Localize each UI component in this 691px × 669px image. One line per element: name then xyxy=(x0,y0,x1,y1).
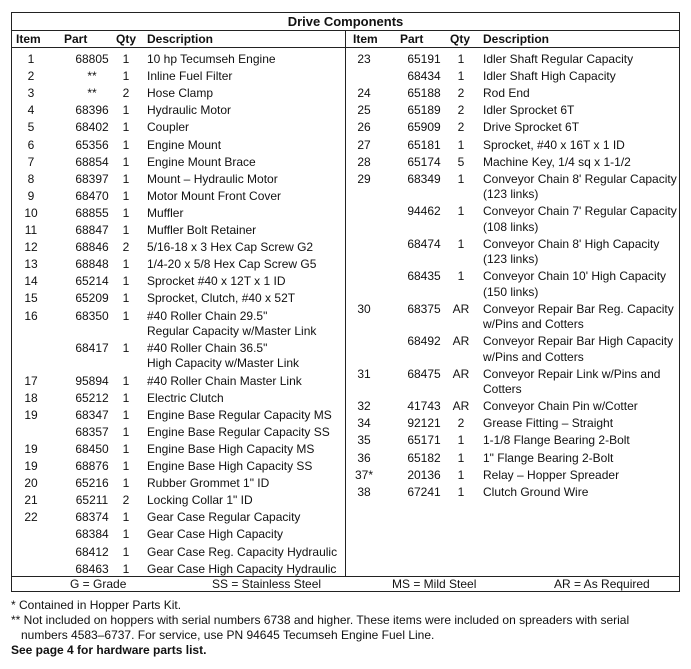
table-row xyxy=(12,274,342,291)
table-row xyxy=(12,120,342,137)
cell-part: 68474 xyxy=(407,236,441,251)
cell-description: Inline Fuel Filter xyxy=(147,69,233,84)
cell-part: 41743 xyxy=(407,399,441,414)
cell-part: 68375 xyxy=(407,301,441,316)
header-part: Part xyxy=(64,32,88,46)
cell-qty: 1 xyxy=(457,433,465,448)
cell-item: 29 xyxy=(357,171,371,186)
table-row xyxy=(12,493,342,510)
table-row xyxy=(12,408,342,425)
cell-description: Drive Sprocket 6T xyxy=(483,120,580,135)
cell-description: Hydraulic Motor xyxy=(147,103,232,118)
table-row xyxy=(12,257,342,274)
cell-part: 65211 xyxy=(75,493,109,508)
cell-part: 68434 xyxy=(407,69,441,84)
cell-qty: 1 xyxy=(122,69,130,84)
table-row xyxy=(12,155,342,172)
cell-qty: 1 xyxy=(122,52,130,66)
cell-item: 11 xyxy=(24,223,38,237)
table-row xyxy=(347,468,677,485)
cell-qty: 2 xyxy=(122,240,130,255)
cell-item: 8 xyxy=(27,171,35,186)
cell-item: 17 xyxy=(24,373,38,388)
cell-item: 32 xyxy=(357,399,371,414)
cell-qty: 1 xyxy=(457,171,465,186)
legend xyxy=(12,576,679,592)
table-row xyxy=(347,69,677,86)
cell-item: 23 xyxy=(357,52,371,66)
cell-item: 24 xyxy=(357,86,371,101)
cell-part: 68450 xyxy=(75,441,109,456)
table-row xyxy=(347,172,677,205)
cell-part: 95894 xyxy=(75,373,109,388)
cell-qty: 1 xyxy=(122,120,130,135)
table-row xyxy=(347,155,677,172)
cell-item: 20 xyxy=(24,476,38,491)
cell-item: 25 xyxy=(357,103,371,118)
cell-qty: 1 xyxy=(122,407,130,422)
cell-description: (150 links) xyxy=(483,284,539,299)
table-row xyxy=(347,367,677,400)
cell-description: Muffler xyxy=(147,205,184,220)
cell-item: 19 xyxy=(24,459,38,473)
cell-description: Engine Mount xyxy=(147,137,222,152)
table-row xyxy=(12,442,342,459)
cell-qty: 1 xyxy=(122,103,130,118)
cell-description: 10 hp Tecumseh Engine xyxy=(147,52,276,66)
cell-part: 65181 xyxy=(407,137,441,152)
cell-description: (123 links) xyxy=(483,187,539,202)
cell-item: 30 xyxy=(357,301,371,316)
cell-item: 21 xyxy=(24,493,38,508)
cell-item: 7 xyxy=(27,154,35,169)
header-right xyxy=(346,31,679,48)
header-item: Item xyxy=(16,32,41,46)
cell-qty: 2 xyxy=(122,86,130,101)
table-row xyxy=(347,269,677,302)
table-row xyxy=(12,138,342,155)
table-row xyxy=(347,451,677,468)
cell-part: 20136 xyxy=(407,467,441,482)
cell-description: Clutch Ground Wire xyxy=(483,484,589,499)
cell-description: Gear Case High Capacity xyxy=(147,527,284,542)
cell-part: 68374 xyxy=(75,510,109,525)
table-row xyxy=(12,476,342,493)
cell-part: 68349 xyxy=(407,171,441,186)
cell-part: 68846 xyxy=(75,240,109,255)
table-row xyxy=(347,237,677,270)
cell-part: 68350 xyxy=(75,308,109,323)
table-row xyxy=(12,206,342,223)
cell-description: Engine Base High Capacity MS xyxy=(147,441,315,456)
cell-qty: 1 xyxy=(457,484,465,499)
cell-description: Rubber Grommet 1" ID xyxy=(147,476,270,491)
cell-description: Cotters xyxy=(483,382,522,397)
footnote-serial-line2: numbers 4583–6737. For service, use PN 94645 Tecumseh Engine Fuel Line. xyxy=(21,628,435,642)
header-qty: Qty xyxy=(450,32,471,46)
cell-description: Rod End xyxy=(483,86,530,101)
cell-part: 67241 xyxy=(407,484,441,499)
cell-description: Muffler Bolt Retainer xyxy=(147,223,257,237)
table-row xyxy=(347,120,677,137)
cell-part: 68805 xyxy=(75,52,109,66)
cell-part: 65191 xyxy=(407,52,441,66)
cell-item: 22 xyxy=(24,510,38,525)
cell-qty: 5 xyxy=(457,154,465,169)
table-row xyxy=(347,302,677,335)
cell-qty: 2 xyxy=(457,86,465,101)
header-description: Description xyxy=(483,32,550,46)
cell-qty: 1 xyxy=(122,441,130,456)
legend-mild: MS = Mild Steel xyxy=(392,577,477,591)
cell-item: 12 xyxy=(24,240,38,255)
cell-qty: 1 xyxy=(457,236,465,251)
footnotes xyxy=(11,598,681,658)
cell-part: 68475 xyxy=(407,366,441,381)
table-row xyxy=(347,52,677,69)
table-row xyxy=(12,374,342,391)
cell-part: 65214 xyxy=(75,274,109,289)
table-row xyxy=(12,172,342,189)
cell-qty: 1 xyxy=(122,291,130,306)
cell-part: 65909 xyxy=(407,120,441,135)
header-left xyxy=(12,31,346,48)
cell-item: 35 xyxy=(357,433,371,448)
cell-part: 65189 xyxy=(407,103,441,118)
cell-qty: AR xyxy=(452,334,470,349)
cell-qty: 1 xyxy=(122,154,130,169)
cell-qty: 1 xyxy=(122,527,130,542)
cell-item: 37* xyxy=(354,467,374,482)
cell-item: 2 xyxy=(27,69,35,84)
table-row xyxy=(12,223,342,240)
table-row xyxy=(347,204,677,237)
cell-description: Conveyor Repair Bar Reg. Capacity xyxy=(483,301,674,316)
legend-grade: G = Grade xyxy=(70,577,127,591)
footnote-hopper-kit: * Contained in Hopper Parts Kit. xyxy=(11,598,182,612)
cell-item: 5 xyxy=(27,120,35,135)
cell-part: 68470 xyxy=(75,188,109,203)
table-row xyxy=(12,52,342,69)
cell-item: 27 xyxy=(357,137,371,152)
cell-description: Engine Base High Capacity SS xyxy=(147,459,313,473)
cell-qty: AR xyxy=(452,301,470,316)
cell-part: 65212 xyxy=(75,390,109,405)
cell-qty: 1 xyxy=(457,204,465,219)
cell-description: Relay – Hopper Spreader xyxy=(483,467,620,482)
cell-description: Machine Key, 1/4 sq x 1-1/2 xyxy=(483,154,631,169)
cell-item: 1 xyxy=(27,52,35,66)
cell-part: ** xyxy=(87,69,97,84)
cell-part: 65171 xyxy=(407,433,441,448)
cell-description: Hose Clamp xyxy=(147,86,214,101)
cell-description: Mount – Hydraulic Motor xyxy=(147,171,278,186)
cell-part: 65182 xyxy=(407,450,441,465)
cell-description: Motor Mount Front Cover xyxy=(147,188,282,203)
table-row xyxy=(12,240,342,257)
column-divider xyxy=(345,48,346,576)
cell-qty: 2 xyxy=(122,493,130,508)
cell-part: 68492 xyxy=(407,334,441,349)
cell-item: 6 xyxy=(27,137,35,152)
cell-item: 14 xyxy=(24,274,38,289)
cell-item: 13 xyxy=(24,257,38,272)
table-row xyxy=(347,138,677,155)
cell-item: 34 xyxy=(357,416,371,431)
table-row xyxy=(12,103,342,120)
cell-part: 68396 xyxy=(75,103,109,118)
legend-stainless: SS = Stainless Steel xyxy=(212,577,322,591)
header-qty: Qty xyxy=(116,32,137,46)
table-row xyxy=(12,86,342,103)
cell-qty: 2 xyxy=(457,416,465,431)
table-row xyxy=(12,527,342,544)
cell-description: Electric Clutch xyxy=(147,390,224,405)
legend-as-required: AR = As Required xyxy=(554,577,650,591)
cell-description: Sprocket, #40 x 16T x 1 ID xyxy=(483,137,625,152)
cell-description: 1" Flange Bearing 2-Bolt xyxy=(483,450,614,465)
cell-description: Conveyor Chain 8' Regular Capacity xyxy=(483,171,677,186)
cell-description: Conveyor Chain 10' High Capacity xyxy=(483,269,667,284)
cell-description: Coupler xyxy=(147,120,190,135)
cell-part: 68876 xyxy=(75,459,109,473)
cell-qty: 1 xyxy=(122,274,130,289)
cell-part: 68397 xyxy=(75,171,109,186)
table-row xyxy=(12,459,342,476)
cell-part: 65216 xyxy=(75,476,109,491)
cell-qty: 1 xyxy=(122,137,130,152)
cell-description: Conveyor Chain Pin w/Cotter xyxy=(483,399,638,414)
cell-description: Engine Base Regular Capacity SS xyxy=(147,424,330,439)
table-row xyxy=(347,399,677,416)
cell-item: 26 xyxy=(357,120,371,135)
cell-qty: 1 xyxy=(122,373,130,388)
cell-description: Idler Shaft Regular Capacity xyxy=(483,52,634,66)
cell-part: 68412 xyxy=(75,544,109,559)
cell-description: Engine Base Regular Capacity MS xyxy=(147,407,332,422)
cell-item: 31 xyxy=(357,366,371,381)
cell-qty: 1 xyxy=(122,424,130,439)
cell-qty: 1 xyxy=(122,308,130,323)
cell-qty: 2 xyxy=(457,103,465,118)
cell-description: Regular Capacity w/Master Link xyxy=(147,323,317,338)
cell-description: Conveyor Chain 8' High Capacity xyxy=(483,236,660,251)
cell-description: (123 links) xyxy=(483,252,539,267)
table-row xyxy=(347,485,677,502)
cell-description: #40 Roller Chain 36.5" xyxy=(147,341,268,355)
cell-description: Sprocket, Clutch, #40 x 52T xyxy=(147,291,296,306)
cell-qty: 1 xyxy=(122,561,130,576)
cell-item: 16 xyxy=(24,308,38,323)
cell-item: 10 xyxy=(24,205,38,220)
cell-description: Grease Fitting – Straight xyxy=(483,416,614,431)
cell-qty: 1 xyxy=(122,544,130,559)
cell-part: 68435 xyxy=(407,269,441,284)
cell-qty: 1 xyxy=(122,257,130,272)
cell-qty: 1 xyxy=(457,137,465,152)
cell-description: Sprocket #40 x 12T x 1 ID xyxy=(147,274,286,289)
parts-table xyxy=(11,12,680,592)
cell-qty: 1 xyxy=(457,69,465,84)
table-row xyxy=(12,291,342,308)
cell-part: 65356 xyxy=(75,137,109,152)
cell-description: Conveyor Repair Link w/Pins and xyxy=(483,366,661,381)
table-row xyxy=(12,189,342,206)
cell-part: 68402 xyxy=(75,120,109,135)
cell-qty: 1 xyxy=(122,476,130,491)
cell-description: Conveyor Chain 7' Regular Capacity xyxy=(483,204,677,219)
table-title: Drive Components xyxy=(12,13,679,31)
cell-item: 18 xyxy=(24,390,38,405)
cell-description: Idler Shaft High Capacity xyxy=(483,69,616,84)
cell-part: 68417 xyxy=(75,341,109,355)
table-row xyxy=(347,86,677,103)
cell-part: 68357 xyxy=(75,424,109,439)
cell-description: Conveyor Repair Bar High Capacity xyxy=(483,334,674,349)
cell-part: 65188 xyxy=(407,86,441,101)
cell-part: 65174 xyxy=(407,154,441,169)
cell-part: 68384 xyxy=(75,527,109,542)
table-row xyxy=(347,334,677,367)
cell-description: w/Pins and Cotters xyxy=(483,317,584,332)
cell-qty: 1 xyxy=(457,467,465,482)
table-row xyxy=(12,545,342,562)
cell-item: 19 xyxy=(24,441,38,456)
table-row xyxy=(12,341,342,374)
cell-description: (108 links) xyxy=(483,219,539,234)
cell-part: 68855 xyxy=(75,205,109,220)
header-description: Description xyxy=(147,32,214,46)
cell-part: 65209 xyxy=(75,291,109,306)
cell-qty: 1 xyxy=(457,52,465,66)
see-page-note: See page 4 for hardware parts list. xyxy=(11,643,207,657)
cell-item: 4 xyxy=(27,103,35,118)
cell-description: Gear Case Regular Capacity xyxy=(147,510,301,525)
cell-description: Idler Sprocket 6T xyxy=(483,103,575,118)
cell-qty: 1 xyxy=(122,390,130,405)
cell-part: ** xyxy=(87,86,97,101)
cell-item: 38 xyxy=(357,484,371,499)
header-part: Part xyxy=(400,32,424,46)
cell-qty: 1 xyxy=(122,223,130,237)
cell-part: 68854 xyxy=(75,154,109,169)
cell-part: 68463 xyxy=(75,561,109,576)
cell-item: 3 xyxy=(27,86,35,101)
cell-description: 1/4-20 x 5/8 Hex Cap Screw G5 xyxy=(147,257,317,272)
cell-qty: 1 xyxy=(122,341,130,355)
cell-qty: 1 xyxy=(122,171,130,186)
header-item: Item xyxy=(353,32,378,46)
cell-item: 9 xyxy=(27,188,35,203)
table-row xyxy=(347,416,677,433)
cell-qty: 1 xyxy=(122,188,130,203)
cell-part: 68847 xyxy=(75,223,109,237)
cell-item: 28 xyxy=(357,154,371,169)
cell-qty: 2 xyxy=(457,120,465,135)
cell-part: 94462 xyxy=(407,204,441,219)
cell-description: Locking Collar 1" ID xyxy=(147,493,253,508)
cell-description: High Capacity w/Master Link xyxy=(147,356,300,371)
cell-description: Gear Case Reg. Capacity Hydraulic xyxy=(147,544,338,559)
cell-item: 36 xyxy=(357,450,371,465)
table-row xyxy=(12,510,342,527)
cell-qty: 1 xyxy=(457,269,465,284)
cell-qty: 1 xyxy=(122,205,130,220)
table-row xyxy=(12,425,342,442)
cell-item: 19 xyxy=(24,407,38,422)
cell-qty: 1 xyxy=(457,450,465,465)
table-row xyxy=(12,69,342,86)
cell-qty: AR xyxy=(452,366,470,381)
cell-qty: AR xyxy=(452,399,470,414)
table-row xyxy=(347,433,677,450)
cell-part: 92121 xyxy=(407,416,441,431)
cell-description: w/Pins and Cotters xyxy=(483,349,584,364)
cell-description: Engine Mount Brace xyxy=(147,154,256,169)
cell-description: 5/16-18 x 3 Hex Cap Screw G2 xyxy=(147,240,314,255)
table-row xyxy=(347,103,677,120)
table-row xyxy=(12,309,342,342)
table-row xyxy=(12,391,342,408)
cell-description: #40 Roller Chain Master Link xyxy=(147,373,302,388)
cell-part: 68347 xyxy=(75,407,109,422)
cell-item: 15 xyxy=(24,291,38,306)
footnote-serial-line1: ** Not included on hoppers with serial numbers 6738 and higher. These items were included on spreaders with serial xyxy=(11,613,630,627)
cell-description: Gear Case High Capacity Hydraulic xyxy=(147,561,337,576)
cell-qty: 1 xyxy=(122,459,130,473)
cell-part: 68848 xyxy=(75,257,109,272)
cell-description: #40 Roller Chain 29.5" xyxy=(147,308,268,323)
cell-qty: 1 xyxy=(122,510,130,525)
cell-description: 1-1/8 Flange Bearing 2-Bolt xyxy=(483,433,630,448)
